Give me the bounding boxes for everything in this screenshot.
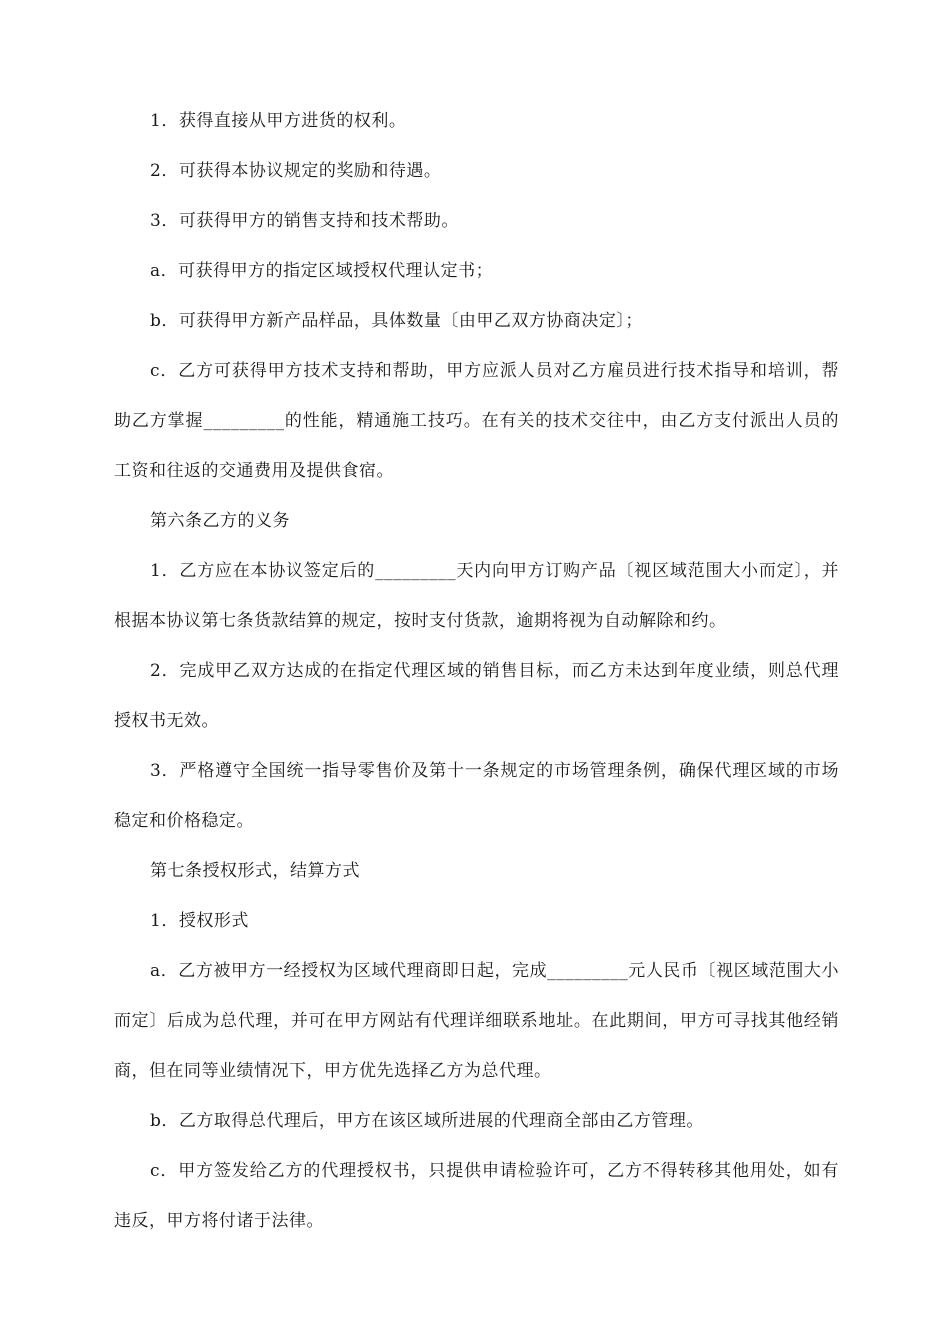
clause-right-3c: c．乙方可获得甲方技术支持和帮助，甲方应派人员对乙方雇员进行技术指导和培训，帮助乙方掌握_________的性能，精通施工技巧。在有关的技术交往中，由乙方支付派出人员的工资和往返的交通费用及提供食宿。 [114,361,839,481]
document-body [114,96,839,1246]
article-7-item-1a: a．乙方被甲方一经授权为区域代理商即日起，完成_________元人民币〔视区域范围大小而定〕后成为总代理，并可在甲方网站有代理详细联系地址。在此期间，甲方可寻找其他经销商，但在同等业绩情况下，甲方优先选择乙方为总代理。 [114,961,839,1081]
clause-right-3a: a．可获得甲方的指定区域授权代理认定书； [150,261,494,281]
clause-right-3b: b．可获得甲方新产品样品，具体数量〔由甲乙双方协商决定〕； [150,311,643,331]
article-7-heading: 第七条授权形式，结算方式 [150,861,360,881]
clause-right-2: 2．可获得本协议规定的奖励和待遇。 [150,161,442,181]
article-6-item-1: 1．乙方应在本协议签定后的_________天内向甲方订购产品〔视区域范围大小而定〕，并根据本协议第七条货款结算的规定，按时支付货款，逾期将视为自动解除和约。 [114,561,839,631]
article-6-heading: 第六条乙方的义务 [150,511,290,531]
article-7-item-1b: b．乙方取得总代理后，甲方在该区域所进展的代理商全部由乙方管理。 [150,1111,704,1131]
article-7-item-1: 1．授权形式 [150,911,249,931]
clause-right-1: 1．获得直接从甲方进货的权利。 [150,111,407,131]
article-7-item-1c: c．甲方签发给乙方的代理授权书，只提供申请检验许可，乙方不得转移其他用处，如有违反，甲方将付诸于法律。 [114,1161,839,1231]
article-6-item-2: 2．完成甲乙双方达成的在指定代理区域的销售目标，而乙方未达到年度业绩，则总代理授权书无效。 [114,661,839,731]
clause-right-3: 3．可获得甲方的销售支持和技术帮助。 [150,211,459,231]
article-6-item-3: 3．严格遵守全国统一指导零售价及第十一条规定的市场管理条例，确保代理区域的市场稳定和价格稳定。 [114,761,839,831]
